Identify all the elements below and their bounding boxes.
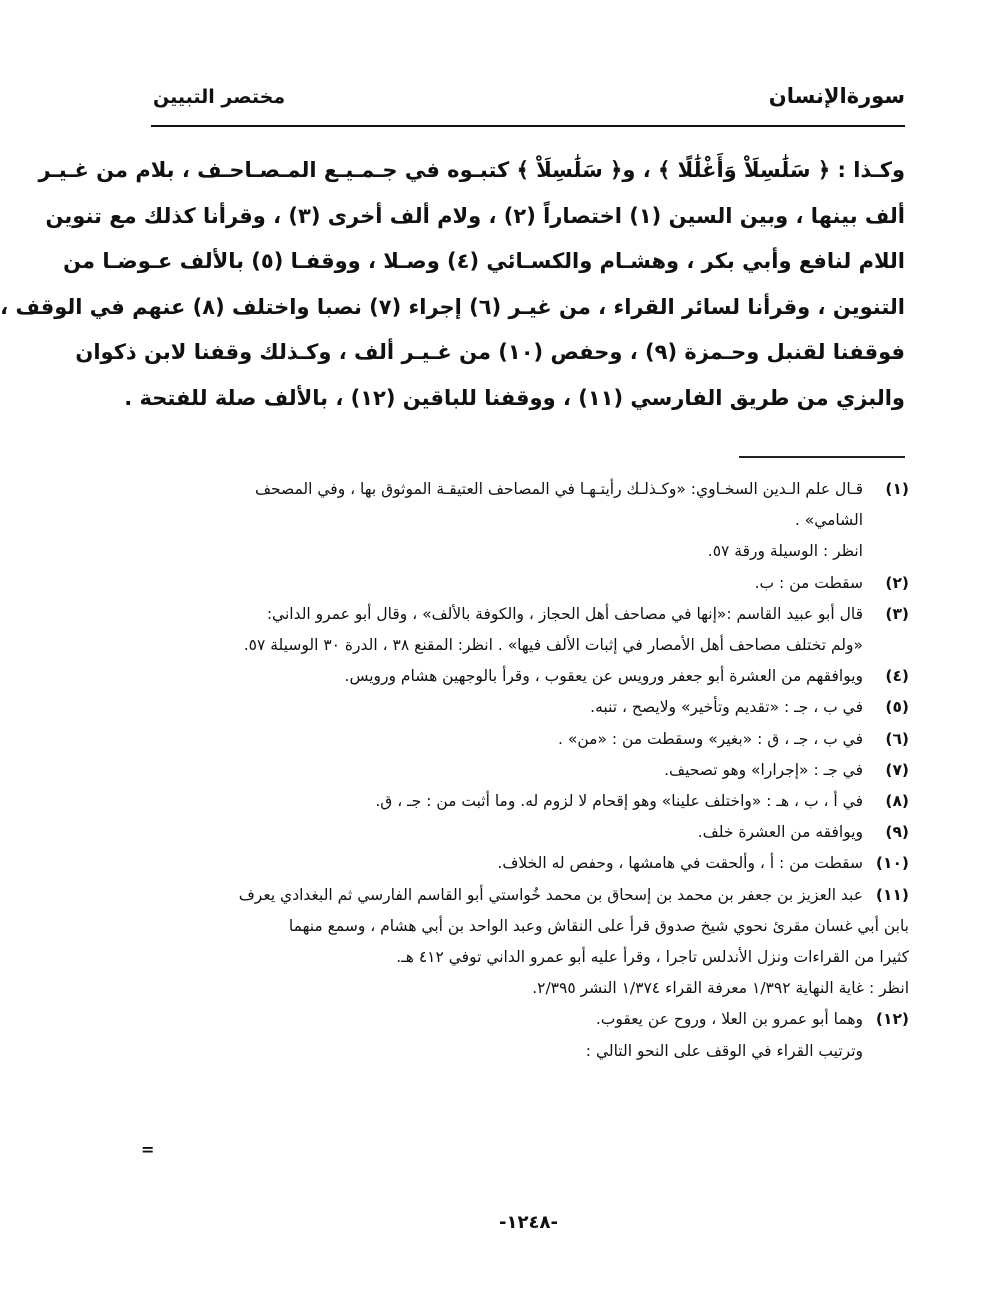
footnote-text: في ب ، جـ ، ق : «بغير» وسقطت من : «من» . (558, 729, 863, 748)
footnote-text: وترتيب القراء في الوقف على النحو التالي : (585, 1041, 863, 1060)
footnote-3 (151, 599, 909, 661)
footnote-number: (١) (885, 480, 909, 498)
header-divider (151, 125, 905, 127)
main-text-line: والبزي من طريق الفارسي (١١) ، ووقفنا للباقين (١٢) ، بالألف صلة للفتحة . (124, 385, 905, 410)
footnote-text: ويوافقه من العشرة خلف. (697, 823, 863, 842)
footnote-text: في أ ، ب ، هـ : «واختلف علينا» وهو إقحام لا لزوم له. وما أثبت من : جـ ، ق. (375, 792, 863, 811)
footnote-number: (١٢) (875, 1010, 909, 1029)
footnote-text: سقطت من : أ ، وألحقت في هامشها ، وحفص له الخلاف. (497, 854, 863, 873)
footnote-number: (١٠) (875, 854, 909, 873)
footnotes (151, 474, 909, 1067)
footnote-8 (151, 786, 909, 817)
footnote-7 (151, 755, 909, 786)
footnote-text: بابن أبي غسان مقرئ نحوي شيخ صدوق قرأ على النقاش وعبد الواحد بن أبي هشام ، وسمع منهما (288, 916, 909, 935)
footnote-text: في ب ، جـ : «تقديم وتأخير» ولايصح ، تنبه. (590, 698, 863, 717)
footnote-text: «ولم تختلف مصاحف أهل الأمصار في إثبات الألف فيها» . انظر: المقنع ٣٨ ، الدرة ٣٠ الوسيلة ٥٧. (243, 636, 863, 655)
footnote-number: (٢) (885, 573, 909, 592)
footnote-text: انظر : غاية النهاية ١/٣٩٢ معرفة القراء ١/٣٧٤ النشر ٢/٣٩٥. (532, 979, 909, 998)
footnote-text: ويوافقهم من العشرة أبو جعفر ورويس عن يعقوب ، وقرأ بالوجهين هشام ورويس. (344, 667, 863, 686)
footnote-6 (151, 724, 909, 755)
footnote-text: وهما أبو عمرو بن العلا ، وروح عن يعقوب. (595, 1010, 863, 1029)
footnote-number: (٨) (885, 792, 909, 811)
footnote-number: (٧) (885, 760, 909, 779)
footnote-11 (151, 880, 909, 1005)
footnote-2 (151, 568, 909, 599)
main-text-line: ألف بينها ، وبين السين (١) اختصاراً (٢) ، ولام ألف أخرى (٣) ، وقرأنا كذلك مع تنوين (45, 203, 905, 228)
book-title: مختصر التبيين (153, 86, 286, 108)
main-text-line: التنوين ، وقرأنا لسائر القراء ، من غيـر (٦) إجراء (٧) نصبا واختلف (٨) عنهم في الوقف ، (0, 294, 905, 319)
footnote-4 (151, 661, 909, 692)
page-number: -١٢٤٨- (499, 1212, 558, 1233)
main-text-line: فوقفنا لقنبل وحـمزة (٩) ، وحفص (١٠) من غـيـر ألف ، وكـذلك وقفنا لابن ذكوان (75, 340, 905, 364)
footnote-1 (151, 474, 909, 568)
footnote-text: في جـ : «إجرارا» وهو تصحيف. (664, 760, 863, 779)
footnote-9 (151, 817, 909, 848)
page-header (151, 78, 905, 118)
footnote-text: قال أبو عبيد القاسم :«إنها في مصاحف أهل الحجاز ، والكوفة بالألف» ، وقال أبو عمرو الداني: (266, 604, 863, 623)
footnote-text: الشامي» . (794, 511, 863, 530)
surah-title: سورةالإنسان (768, 84, 905, 108)
footnote-5 (151, 692, 909, 723)
footnote-text: قـال علم الـدين السخـاوي: «وكـذلـك رأيتـهـا في المصاحف العتيقـة الموثوق بها ، وفي المصحف (254, 480, 863, 498)
footnote-text: سقطت من : ب. (754, 573, 863, 592)
footnote-number: (٤) (885, 667, 909, 686)
main-text (0, 148, 905, 421)
footnote-10 (151, 848, 909, 879)
continuation-mark: = (141, 1140, 155, 1159)
footnote-number: (٣) (885, 604, 909, 623)
footnote-12 (151, 1004, 909, 1066)
footnote-number: (١١) (875, 885, 909, 904)
footnote-text: انظر : الوسيلة ورقة ٥٧. (707, 542, 863, 561)
main-text-line: وكـذا : ﴿ سَلَٰسِلَاْ وَأَغْلَٰلًا ﴾ ، و﴿ سَلَٰسِلَاْ ﴾ كتبـوه في جـمـيـع المـصـاحـف ، بلام من غـيـر (38, 158, 905, 182)
footnote-number: (٦) (885, 729, 909, 748)
footnote-text: عبد العزيز بن جعفر بن محمد بن إسحاق بن محمد خُواستي أبو القاسم الفارسي ثم البغدادي يعرف (238, 885, 863, 904)
main-text-line: اللام لنافع وأبي بكر ، وهشـام والكسـائي (٤) وصـلا ، ووقفـا (٥) بالألف عـوضـا من (63, 249, 905, 273)
footnote-divider (739, 456, 905, 458)
footnote-number: (٩) (885, 823, 909, 842)
footnote-text: كثيرا من القراءات ونزل الأندلس تاجرا ، وقرأ عليه أبو عمرو الداني توفي ٤١٢ هـ. (396, 948, 909, 967)
footnote-number: (٥) (885, 698, 909, 717)
